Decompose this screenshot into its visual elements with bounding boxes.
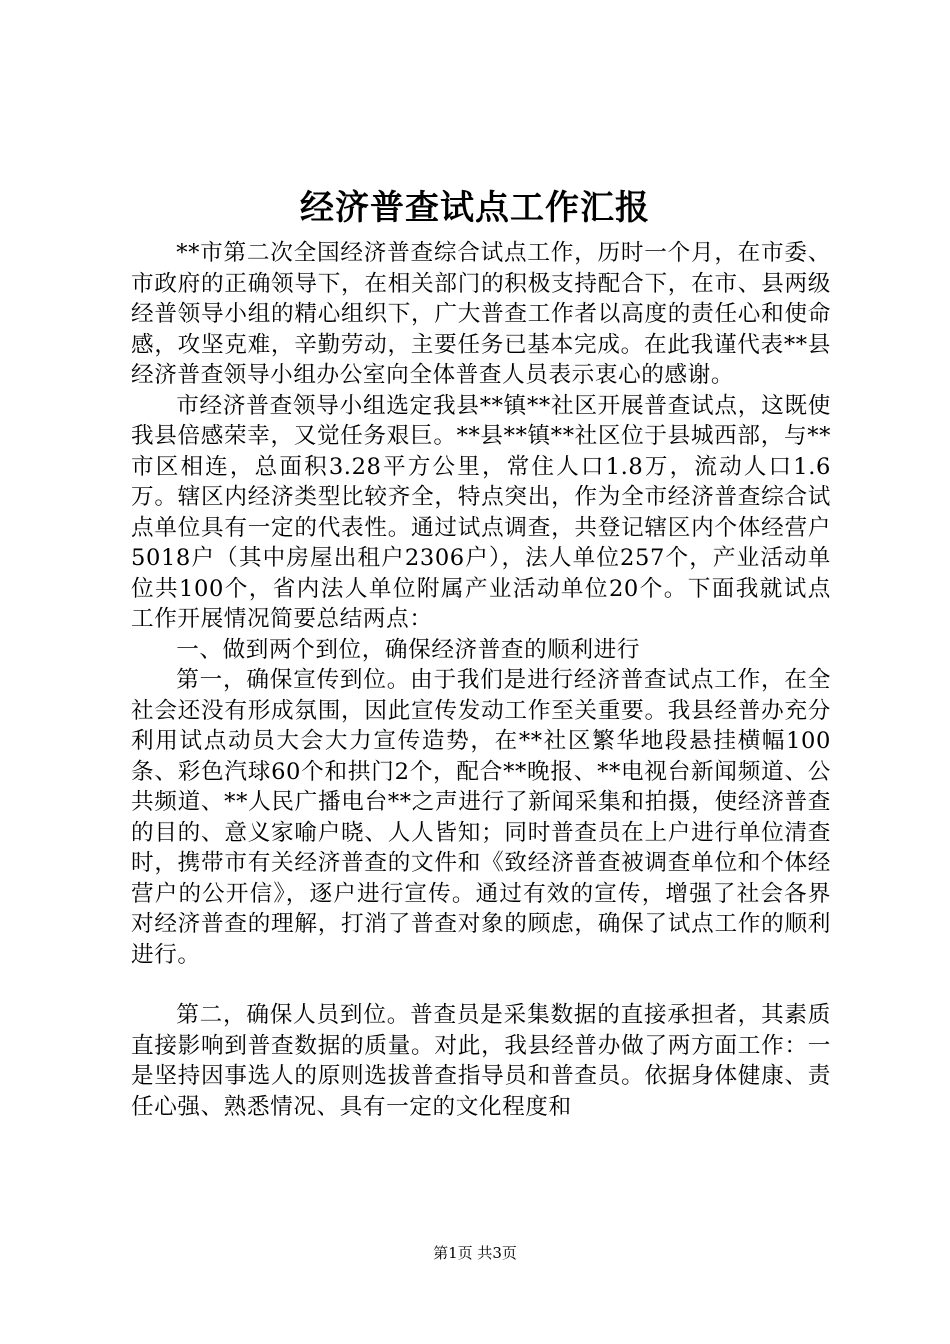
page-footer: 第1页 共3页 xyxy=(433,1244,517,1262)
document-title: 经济普查试点工作汇报 xyxy=(300,188,650,228)
paragraph-pilot-overview: 市经济普查领导小组选定我县**镇**社区开展普查试点，这既使我县倍感荣幸，又觉任务艰巨。**县**镇**社区位于县城西部，与**市区相连，总面积3.28平方公里，常住人口1.8万，流动人口1.6万。辖区内经济类型比较齐全，特点突出，作为全市经济普查综合试点单位具有一定的代表性。通过试点调查，共登记辖区内个体经营户5018户（其中房屋出租户2306户），法人单位257个，产业活动单位共100个，省内法人单位附属产业活动单位20个。下面我就试点工作开展情况简要总结两点： xyxy=(131,392,831,632)
section-heading: 一、做到两个到位，确保经济普查的顺利进行 xyxy=(176,636,641,663)
paragraph-publicity: 第一，确保宣传到位。由于我们是进行经济普查试点工作，在全社会还没有形成氛围，因此宣传发动工作至关重要。我县经普办充分利用试点动员大会大力宣传造势，在**社区繁华地段悬挂横幅100条、彩色汽球60个和拱门2个，配合**晚报、**电视台新闻频道、公共频道、**人民广播电台**之声进行了新闻采集和拍摄，使经济普查的目的、意义家喻户晓、人人皆知；同时普查员在上户进行单位清查时，携带市有关经济普查的文件和《致经济普查被调查单位和个体经营户的公开信》，逐户进行宣传。通过有效的宣传，增强了社会各界对经济普查的理解，打消了普查对象的顾虑，确保了试点工作的顺利进行。 xyxy=(131,667,831,968)
paragraph-personnel: 第二，确保人员到位。普查员是采集数据的直接承担者，其素质直接影响到普查数据的质量。对此，我县经普办做了两方面工作：一是坚持因事选人的原则选拔普查指导员和普查员。依据身体健康、责任心强、熟悉情况、具有一定的文化程度和 xyxy=(131,1002,831,1120)
paragraph-intro: **市第二次全国经济普查综合试点工作，历时一个月，在市委、市政府的正确领导下，在相关部门的积极支持配合下，在市、县两级经普领导小组的精心组织下，广大普查工作者以高度的责任心和使命感，攻坚克难，辛勤劳动，主要任务已基本完成。在此我谨代表**县经济普查领导小组办公室向全体普查人员表示衷心的感谢。 xyxy=(131,240,831,388)
document-body xyxy=(131,238,831,1122)
